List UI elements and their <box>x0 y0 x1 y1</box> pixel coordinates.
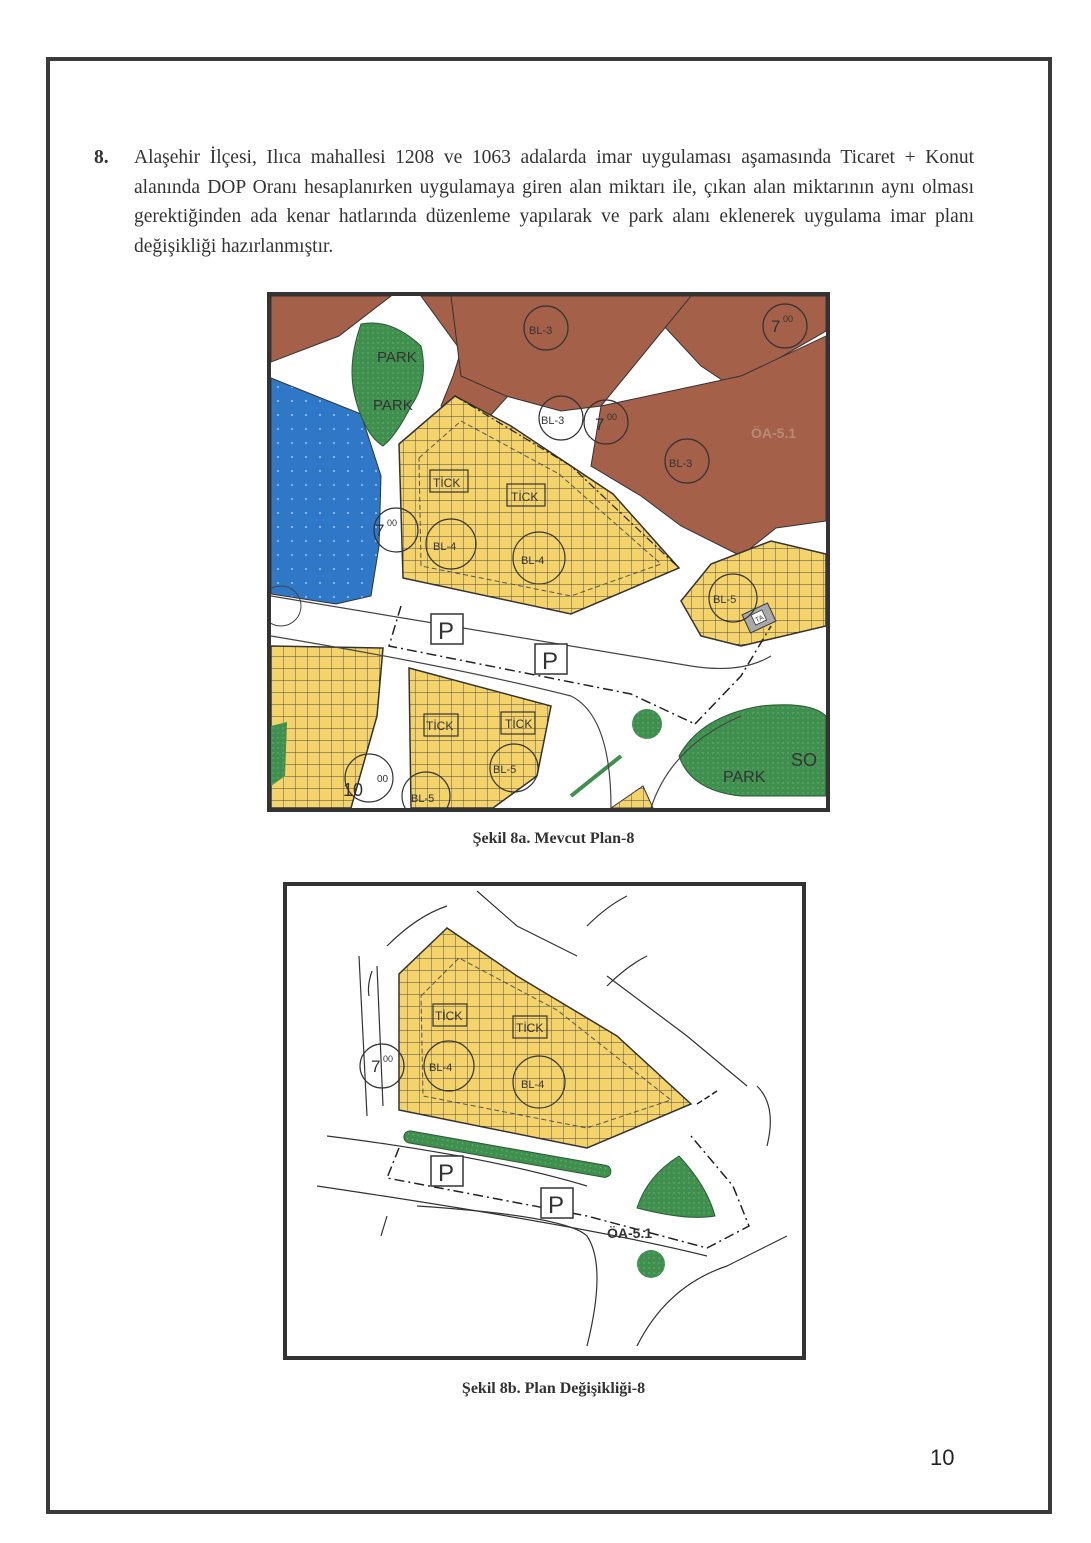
open-area-label: ÖA-5.1 <box>607 1225 653 1241</box>
usage-label: TİCK <box>435 1009 463 1023</box>
block-code-label: BL-4 <box>521 1079 545 1091</box>
block-code-label: BL-4 <box>433 541 457 553</box>
floor-count-label: 7 <box>375 521 385 540</box>
page-number: 10 <box>930 1445 955 1470</box>
block-code-label: BL-3 <box>541 415 565 427</box>
floor-count-sup: 00 <box>383 1054 394 1064</box>
floor-count-sup: 00 <box>387 518 398 528</box>
figure-8b-map <box>283 882 806 1360</box>
usage-label: TİCK <box>426 719 454 733</box>
park-label: PARK <box>373 397 413 414</box>
parking-label: P <box>542 648 559 675</box>
floor-count-label: 10 <box>343 780 364 800</box>
block-code-label: BL-3 <box>669 458 693 470</box>
ta-label: TA <box>754 614 765 625</box>
floor-count-label: 7 <box>771 317 781 336</box>
paragraph-text: Alaşehir İlçesi, Ilıca mahallesi 1208 ve 1063 adalarda imar uygulaması aşamasında Ticaret + Konut alanında DOP Oranı hesaplanırken uygulamaya giren alan miktarı ile, çıkan alan miktarının aynı olması gerektiğinden ada kenar hatlarında düzenleme yapılarak ve park alanı eklenerek uygulama imar planı değişikliği hazırlanmıştır. <box>134 147 974 257</box>
usage-label: TİCK <box>505 717 533 731</box>
open-area-label: ÖA-5.1 <box>751 425 797 441</box>
figure-8a-map <box>267 292 830 812</box>
figure-8a-caption: Şekil 8a. Mevcut Plan-8 <box>472 830 635 847</box>
paragraph <box>94 143 974 261</box>
block-code-label: BL-5 <box>493 764 517 776</box>
floor-count-sup: 00 <box>783 314 794 324</box>
block-code-label: BL-5 <box>411 793 435 805</box>
figure-8b-caption: Şekil 8b. Plan Değişikliği-8 <box>461 1380 646 1397</box>
park-label: PARK <box>377 349 417 366</box>
block-code-label: BL-4 <box>521 555 545 567</box>
parking-label: P <box>548 1192 565 1219</box>
block-code-label: BL-3 <box>529 325 553 337</box>
usage-label: TİCK <box>433 476 461 490</box>
paragraph-number: 8. <box>94 147 109 168</box>
block-code-label: BL-5 <box>713 594 737 606</box>
usage-label: TİCK <box>511 490 539 504</box>
parking-label: P <box>438 618 455 645</box>
floor-count-sup: 00 <box>607 412 618 422</box>
floor-count-sup: 00 <box>377 774 389 785</box>
usage-label: TİCK <box>516 1021 544 1035</box>
tree-circle <box>637 1250 665 1278</box>
park-label: PARK <box>723 769 766 786</box>
parking-label: P <box>438 1160 455 1187</box>
floor-count-label: 7 <box>371 1057 381 1076</box>
tree-circle <box>632 709 662 739</box>
so-label: SO <box>791 750 818 770</box>
block-code-label: BL-4 <box>429 1062 453 1074</box>
floor-count-label: 7 <box>595 415 605 434</box>
